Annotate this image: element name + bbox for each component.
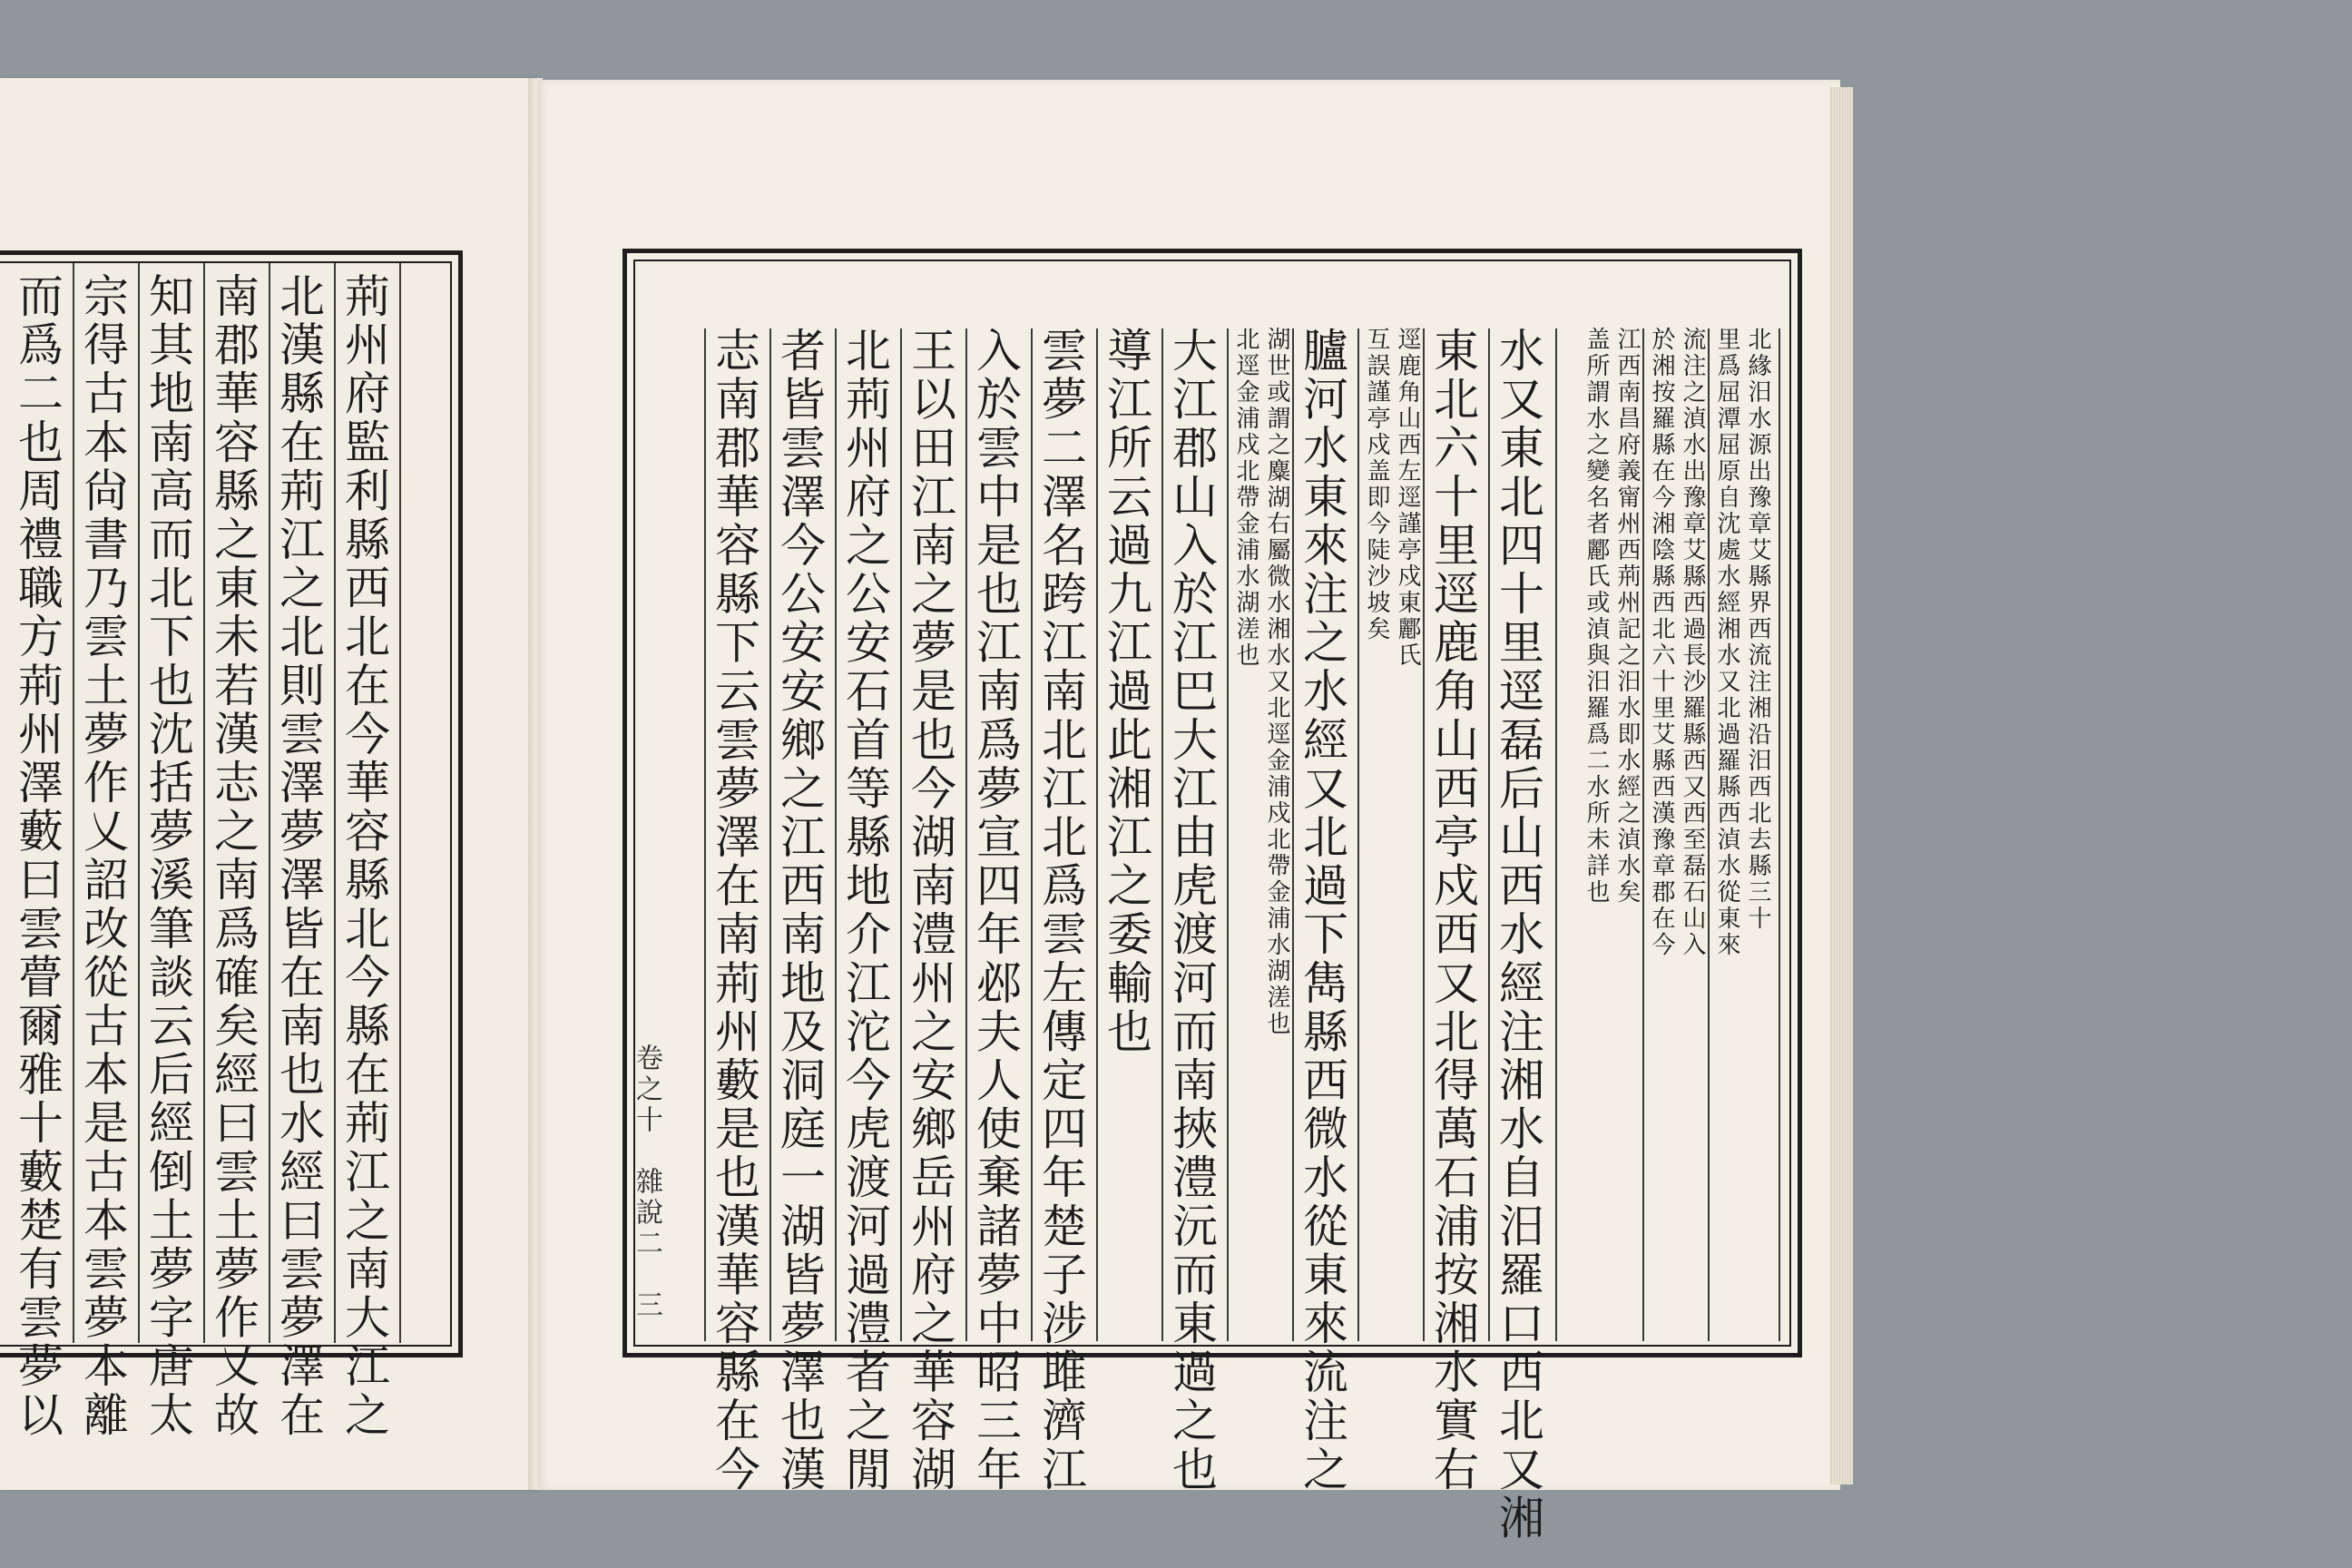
- right-column-4: 水又東北四十里逕磊后山西水經注湘水自汨羅口西北又湘: [1492, 327, 1544, 1543]
- column-rule: [399, 263, 401, 1343]
- left-column-2: 北漢縣在荊江之北則雲澤夢澤皆在南也水經曰雲夢澤在: [272, 272, 325, 1440]
- column-rule: [73, 263, 74, 1343]
- right-column-12: 入於雲中是也江南爲夢宣四年邲夫人使棄諸夢中昭三年: [969, 327, 1022, 1494]
- right-column-3-b: 盖所謂水之變名者酈氏或湞與汨羅爲二水所未詳也: [1583, 327, 1610, 906]
- right-column-5: 東北六十里逕鹿角山西亭戍西又北得萬石浦按湘水實右: [1426, 327, 1479, 1494]
- right-column-9: 大江郡山入於江巴大江由虎渡河而南挾澧沅而東過之也: [1165, 327, 1218, 1494]
- right-column-11: 雲夢二澤名跨江南北江北爲雲左傳定四年楚子涉雎濟江: [1034, 327, 1087, 1494]
- column-rule: [1708, 328, 1710, 1341]
- right-column-15: 者皆雲澤今公安安鄉之江西南地及洞庭一湖皆夢澤也漢: [773, 327, 826, 1494]
- left-column-4: 知其地南高而北下也沈括夢溪筆談云后經倒土夢字唐太: [142, 272, 194, 1440]
- left-column-5: 宗得古本尙書乃雲土夢作乂詔改從古本是古本雲夢本離: [76, 272, 129, 1440]
- column-rule: [1642, 328, 1644, 1341]
- right-column-1-b: 里爲屈潭屈原自沈處水經湘水又北過羅縣西湞水從東來: [1713, 327, 1740, 958]
- right-column-14: 北荊州府之公安石首等縣地介江沱今虎渡河過澧者之閒: [838, 327, 891, 1494]
- column-rule: [1161, 328, 1163, 1341]
- column-rule: [704, 328, 706, 1341]
- column-rule: [1357, 328, 1359, 1341]
- right-column-8-b: 北逕金浦戍北帶金浦水湖溠也: [1232, 327, 1259, 669]
- right-column-13: 王以田江南之夢是也今湖南澧州之安鄉岳州府之華容湖: [904, 327, 956, 1494]
- column-rule: [1779, 328, 1780, 1341]
- right-column-2-a: 流注之湞水出豫章艾縣西過長沙羅縣西又西至磊石山入: [1679, 327, 1706, 958]
- right-column-2-b: 於湘按羅縣在今湘陰縣西北六十里艾縣西漢豫章郡在今: [1648, 327, 1675, 958]
- column-rule: [1096, 328, 1098, 1341]
- column-rule: [1555, 328, 1557, 1341]
- right-column-3-a: 江西南昌府義甯州西荊州記之汨水即水經之湞水矣: [1613, 327, 1641, 906]
- column-rule: [334, 263, 336, 1343]
- page-edge: [1829, 87, 1853, 1485]
- right-column-1-a: 北緣汨水源出豫章艾縣界西流注湘沿汨西北去縣三十: [1744, 327, 1771, 932]
- right-column-7: 臚河水東來注之水經又北過下雋縣西微水從東來流注之: [1296, 327, 1348, 1494]
- column-rule: [769, 328, 771, 1341]
- column-rule: [1227, 328, 1229, 1341]
- column-rule: [965, 328, 967, 1341]
- right-column-16: 志南郡華容縣下云雲夢澤在南荊州藪是也漢華容縣在今: [708, 327, 760, 1494]
- right-column-8-a: 湖世或謂之麋湖右屬微水湘水又北逕金浦戍北帶金浦水湖溠也: [1263, 327, 1290, 1037]
- column-rule: [1488, 328, 1490, 1341]
- column-rule: [1031, 328, 1033, 1341]
- right-column-6-b: 互誤謹亭戍盖即今陡沙坡矣: [1363, 327, 1390, 642]
- column-rule: [1292, 328, 1294, 1341]
- column-rule: [203, 263, 205, 1343]
- center-fold-mark: 卷之十 雜說二 三: [631, 1044, 662, 1321]
- left-column-6: 而爲二也周禮職方荊州澤藪曰雲瞢爾雅十藪楚有雲夢以: [11, 272, 64, 1440]
- left-column-1: 荊州府監利縣西北在今華容縣北今縣在荊江之南大江之: [338, 272, 390, 1440]
- column-rule: [138, 263, 140, 1343]
- column-rule: [835, 328, 837, 1341]
- column-rule: [269, 263, 270, 1343]
- column-rule: [1423, 328, 1425, 1341]
- right-column-10: 導江所云過九江過此湘江之委輸也: [1100, 327, 1152, 1056]
- right-column-6-a: 逕鹿角山西左逕謹亭戍東酈氏: [1394, 327, 1421, 669]
- column-rule: [900, 328, 902, 1341]
- left-column-3: 南郡華容縣之東未若漢志之南爲確矣經曰雲土夢作乂故: [207, 272, 260, 1440]
